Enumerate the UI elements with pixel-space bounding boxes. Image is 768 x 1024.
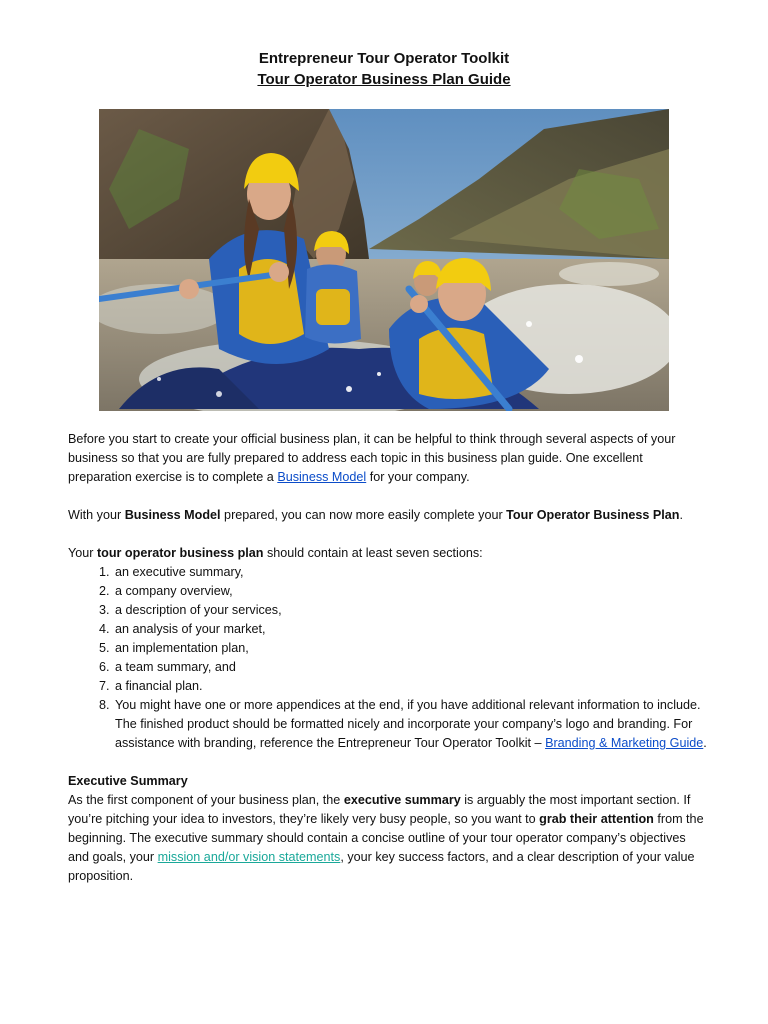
executive-summary-paragraph: As the first component of your business plan, the executive summary is arguably the most important section. If you’re pitching your idea to investors, they’re likely very busy people, so you want to grab their attention from the beginning. The executive summary should contain a concise outline of your tour operator company’s objectives and goals, your mission and/or vision statements, your key success factors, and a clear description of your value proposition. [68,793,704,883]
whitewater-rafting-photo [99,109,669,411]
list-item: 4. an analysis of your market, [113,620,708,639]
branding-marketing-guide-link[interactable]: Branding & Marketing Guide [545,736,704,750]
business-model-link[interactable]: Business Model [277,470,367,484]
document-header [0,48,768,90]
list-item: 8. You might have one or more appendices at the end, if you have additional relevant information to include. The finished product should be formatted nicely and incorporate your company’s logo and branding. For assistance with branding, reference the Entrepreneur Tour Operator Toolkit – Branding & Marketing Guide. [113,696,708,753]
document-title: Entrepreneur Tour Operator Toolkit [258,50,510,67]
list-item: 2. a company overview, [113,582,708,601]
list-item: 1. an executive summary, [113,563,708,582]
sections-intro: Your tour operator business plan should contain at least seven sections: [68,546,483,560]
prep-paragraph: With your Business Model prepared, you can now more easily complete your Tour Operator Business Plan. [68,508,683,522]
list-item: 7. a financial plan. [113,677,708,696]
list-item: 6. a team summary, and [113,658,708,677]
document-body [68,430,708,905]
mission-vision-statements-link[interactable]: mission and/or vision statements [157,850,341,864]
list-item: 5. an implementation plan, [113,639,708,658]
list-item: 3. a description of your services, [113,601,708,620]
document-subtitle: Tour Operator Business Plan Guide [257,71,511,88]
intro-paragraph: Before you start to create your official business plan, it can be helpful to think through several aspects of your business so that you are fully prepared to address each topic in this business plan guide. One excellent preparation exercise is to complete a Business Model for your company. [68,432,676,484]
executive-summary-heading: Executive Summary [68,774,188,788]
sections-list [68,563,708,753]
